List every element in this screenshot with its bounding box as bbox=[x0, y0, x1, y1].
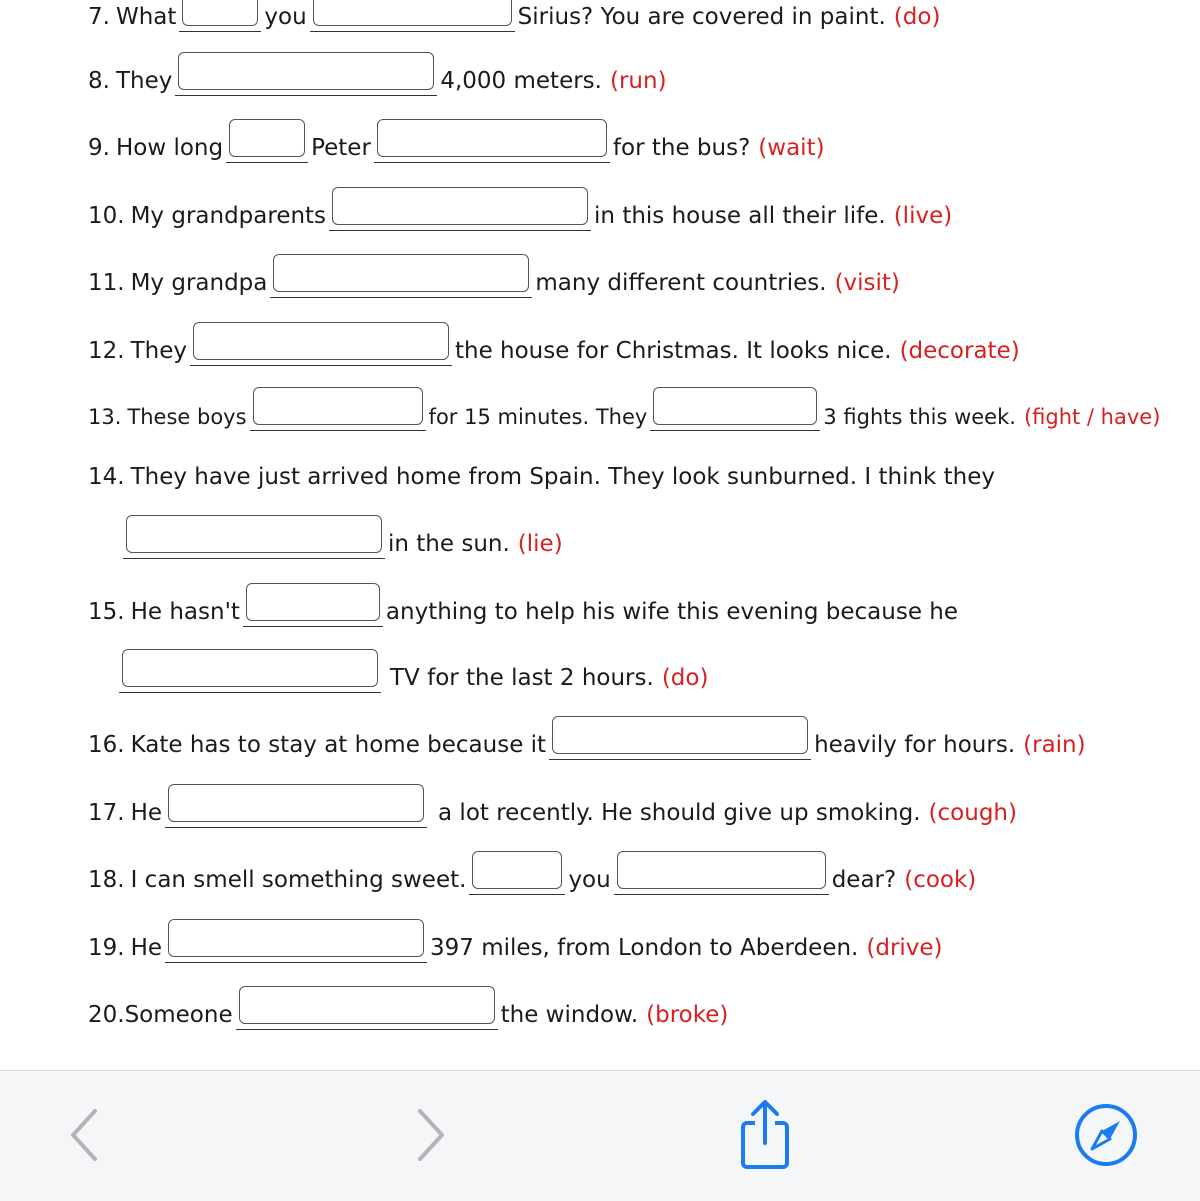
question-13: 13. These boys for 15 minutes. They 3 fights this week. (fight / have) bbox=[88, 379, 1160, 435]
answer-blank[interactable] bbox=[236, 986, 498, 1030]
compass-icon bbox=[1073, 1102, 1139, 1168]
question-19: 19. He 397 miles, from London to Aberdeen. (drive) bbox=[88, 911, 943, 967]
question-number: 12. bbox=[88, 338, 125, 364]
verb-hint: (do) bbox=[661, 665, 709, 691]
question-number: 20. bbox=[88, 1002, 125, 1028]
question-number: 11. bbox=[88, 270, 125, 296]
question-number: 14. bbox=[88, 464, 125, 490]
chevron-left-icon bbox=[65, 1105, 105, 1165]
question-number: 15. bbox=[88, 599, 125, 625]
verb-hint: (drive) bbox=[866, 935, 943, 961]
question-20: 20. Someone the window. (broke) bbox=[88, 978, 728, 1034]
answer-blank[interactable] bbox=[123, 515, 385, 559]
answer-blank[interactable] bbox=[179, 0, 261, 32]
verb-hint: (fight / have) bbox=[1023, 405, 1161, 429]
browser-toolbar bbox=[0, 1070, 1200, 1201]
answer-blank[interactable] bbox=[243, 583, 383, 627]
open-in-safari-button[interactable] bbox=[1070, 1095, 1142, 1175]
verb-hint: (visit) bbox=[834, 270, 900, 296]
question-number: 13. bbox=[88, 405, 122, 429]
answer-blank[interactable] bbox=[374, 119, 610, 163]
verb-hint: (run) bbox=[609, 68, 667, 94]
back-button[interactable] bbox=[55, 1095, 115, 1175]
question-14: 14. They have just arrived home from Spain. They look sunburned. I think they bbox=[88, 464, 996, 490]
answer-blank[interactable] bbox=[614, 851, 829, 895]
forward-button[interactable] bbox=[400, 1095, 460, 1175]
answer-blank[interactable] bbox=[270, 254, 532, 298]
verb-hint: (cook) bbox=[904, 867, 977, 893]
question-9: 9. How long Peter for the bus? (wait) bbox=[88, 111, 825, 167]
answer-blank[interactable] bbox=[226, 119, 308, 163]
question-number: 16. bbox=[88, 732, 125, 758]
chevron-right-icon bbox=[410, 1105, 450, 1165]
verb-hint: (broke) bbox=[646, 1002, 729, 1028]
answer-blank[interactable] bbox=[175, 52, 437, 96]
question-number: 18. bbox=[88, 867, 125, 893]
question-number: 8. bbox=[88, 68, 110, 94]
question-8: 8. They 4,000 meters. (run) bbox=[88, 44, 667, 100]
question-number: 17. bbox=[88, 800, 125, 826]
question-15: 15. He hasn't anything to help his wife this evening because he bbox=[88, 575, 958, 631]
verb-hint: (do) bbox=[893, 4, 941, 30]
verb-hint: (lie) bbox=[517, 531, 563, 557]
answer-blank[interactable] bbox=[165, 784, 427, 828]
answer-blank[interactable] bbox=[119, 649, 381, 693]
answer-blank[interactable] bbox=[329, 187, 591, 231]
verb-hint: (live) bbox=[893, 203, 953, 229]
verb-hint: (cough) bbox=[928, 800, 1017, 826]
answer-blank[interactable] bbox=[190, 322, 452, 366]
question-10: 10. My grandparents in this house all their life. (live) bbox=[88, 179, 952, 235]
question-number: 10. bbox=[88, 203, 125, 229]
answer-blank[interactable] bbox=[165, 919, 427, 963]
share-button[interactable] bbox=[725, 1095, 805, 1175]
question-16: 16. Kate has to stay at home because it heavily for hours. (rain) bbox=[88, 708, 1086, 764]
question-number: 9. bbox=[88, 135, 110, 161]
answer-blank[interactable] bbox=[650, 387, 820, 431]
answer-blank[interactable] bbox=[469, 851, 565, 895]
question-number: 19. bbox=[88, 935, 125, 961]
verb-hint: (rain) bbox=[1023, 732, 1086, 758]
answer-blank[interactable] bbox=[549, 716, 811, 760]
question-14-continuation: in the sun. (lie) bbox=[120, 507, 563, 563]
verb-hint: (decorate) bbox=[899, 338, 1020, 364]
question-15-continuation: TV for the last 2 hours. (do) bbox=[116, 641, 708, 697]
question-17: 17. He a lot recently. He should give up smoking. (cough) bbox=[88, 776, 1017, 832]
answer-blank[interactable] bbox=[310, 0, 515, 32]
question-7: 7. What you Sirius? You are covered in paint. (do) bbox=[88, 0, 940, 36]
verb-hint: (wait) bbox=[758, 135, 825, 161]
share-icon bbox=[733, 1097, 797, 1173]
question-number: 7. bbox=[88, 4, 110, 30]
question-12: 12. They the house for Christmas. It looks nice. (decorate) bbox=[88, 314, 1020, 370]
question-11: 11. My grandpa many different countries. (visit) bbox=[88, 246, 900, 302]
answer-blank[interactable] bbox=[250, 387, 426, 431]
question-18: 18. I can smell something sweet. you dear? (cook) bbox=[88, 843, 976, 899]
